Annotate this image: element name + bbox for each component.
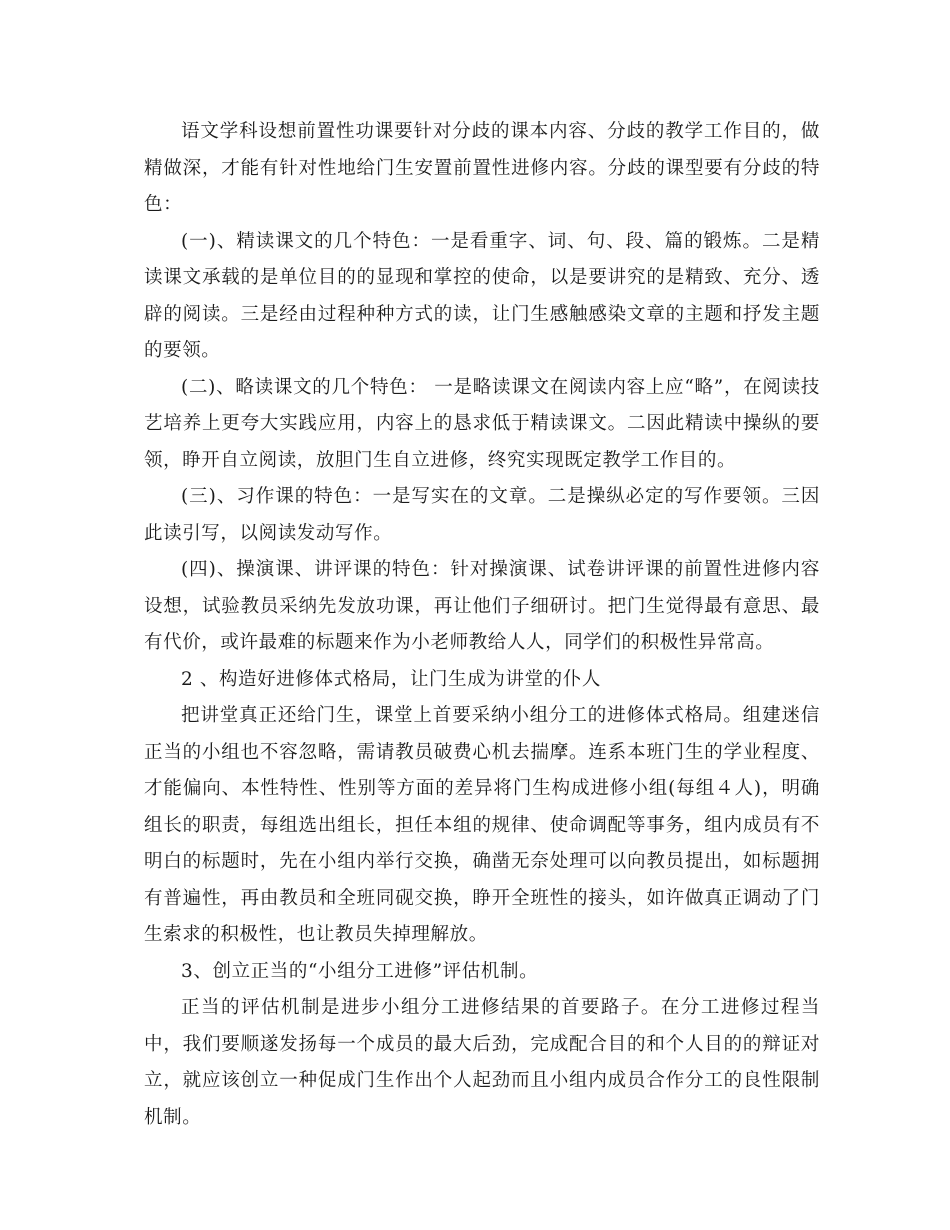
paragraph-skim-reading: (二)、略读课文的几个特色： 一是略读课文在阅读内容上应“略”，在阅读技艺培养上更夸大实践应用，内容上的恳求低于精读课文。二因此精读中操纵的要领，睁开自立阅读，放胆门生自立进修，终究实现既定教学工作目的。 — [144, 376, 820, 471]
paragraph-practice-review: (四)、操演课、讲评课的特色：针对操演课、试卷讲评课的前置性进修内容设想，试验教员采纳先发放功课，再让他们子细研讨。把门生觉得最有意思、最有代价，或许最难的标题来作为小老师教给人人，同学们的积极性异常高。 — [144, 559, 820, 653]
paragraph-evaluation: 正当的评估机制是进步小组分工进修结果的首要路子。在分工进修过程当中，我们要顺遂发扬每一个成员的最大后劲，完成配合目的和个人目的的辩证对立，就应该创立一种促成门生作出个人起劲而且小组内成员合作分工的良性限制机制。 — [144, 997, 820, 1128]
paragraph-intro: 语文学科设想前置性功课要针对分歧的课本内容、分歧的教学工作目的，做精做深，才能有针对性地给门生安置前置性进修内容。分歧的课型要有分歧的特色： — [144, 121, 820, 215]
section-heading-3: 3、创立正当的“小组分工进修”评估机制。 — [181, 960, 539, 982]
document-body — [144, 114, 820, 1136]
paragraph-composition: (三)、习作课的特色：一是写实在的文章。二是操纵必定的写作要领。三因此读引写，以阅读发动写作。 — [144, 486, 820, 544]
paragraph-group-learning: 把讲堂真正还给门生，课堂上首要采纳小组分工的进修体式格局。组建迷信正当的小组也不容忽略，需请教员破费心机去揣摩。连系本班门生的学业程度、才能偏向、本性特性、性别等方面的差异将门生构成进修小组(每组４人)，明确组长的职责，每组选出组长，担任本组的规律、使命调配等事务，组内成员有不明白的标题时，先在小组内举行交换，确凿无奈处理可以向教员提出，如标题拥有普遍性，再由教员和全班同砚交换，睁开全班性的接头，如许做真正调动了门生索求的积极性，也让教员失掉理解放。 — [144, 705, 820, 945]
paragraph-intensive-reading: (一)、精读课文的几个特色：一是看重字、词、句、段、篇的锻炼。二是精读课文承载的是单位目的的显现和掌控的使命，以是要讲究的是精致、充分、透辟的阅读。三是经由过程种种方式的读，让门生感触感染文章的主题和抒发主题的要领。 — [144, 230, 820, 361]
section-heading-2: 2 、构造好进修体式格局，让门生成为讲堂的仆人 — [181, 668, 601, 690]
